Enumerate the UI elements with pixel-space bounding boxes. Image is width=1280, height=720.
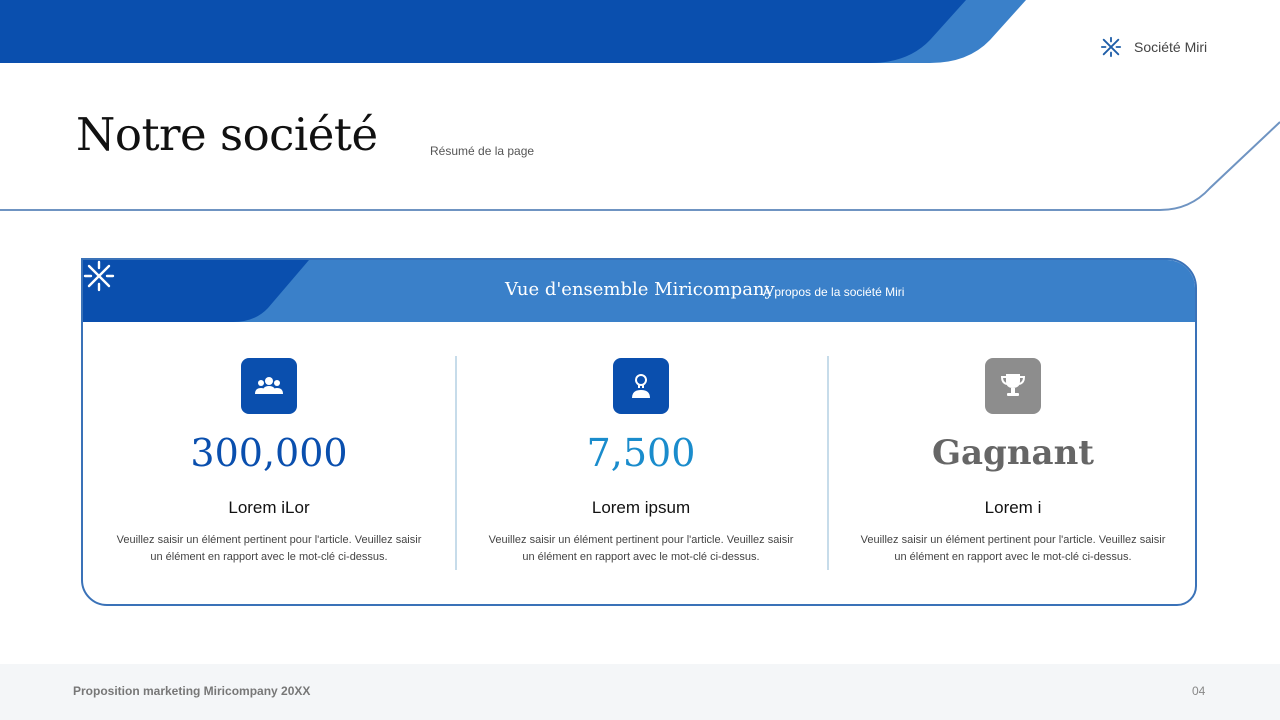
brand-name: Société Miri: [1134, 39, 1208, 55]
stat-value: 300,000: [190, 431, 348, 475]
header-accent-shape: [83, 260, 403, 322]
stat-value: Gagnant: [931, 433, 1094, 473]
overview-subtitle: À propos de la société Miri: [763, 285, 905, 299]
overview-title: Vue d'ensemble Miricompany: [505, 279, 775, 300]
lightbulb-person-icon: [613, 358, 669, 414]
stat-item: [455, 358, 827, 566]
stat-label: Lorem ipsum: [591, 498, 691, 517]
stat-description: Veuillez saisir un élément pertinent pour l'article. Veuillez saisir un élément en rapport avec le mot-clé ci-dessus.: [116, 534, 422, 563]
page-number: 04: [1192, 684, 1206, 698]
stat-value: 7,500: [586, 431, 696, 475]
stat-description: Veuillez saisir un élément pertinent pour l'article. Veuillez saisir un élément en rapport avec le mot-clé ci-dessus.: [860, 534, 1166, 563]
footer-text: Proposition marketing Miricompany 20XX: [73, 684, 311, 698]
stat-item: [83, 358, 455, 566]
users-group-icon: [241, 358, 297, 414]
overview-card-header: [83, 260, 1195, 322]
snowflake-cross-icon: [83, 260, 115, 292]
stat-description: Veuillez saisir un élément pertinent pour l'article. Veuillez saisir un élément en rapport avec le mot-clé ci-dessus.: [488, 534, 794, 563]
snowflake-cross-icon: [1100, 36, 1122, 58]
trophy-icon: [985, 358, 1041, 414]
brand: [1100, 36, 1207, 58]
page-title: Notre société: [76, 108, 378, 161]
stat-label: Lorem i: [984, 498, 1042, 517]
footer: [0, 664, 1280, 720]
stat-item: [827, 358, 1197, 566]
page-subtitle: Résumé de la page: [430, 144, 535, 158]
overview-card: [81, 258, 1197, 606]
stat-label: Lorem iLor: [228, 498, 310, 517]
